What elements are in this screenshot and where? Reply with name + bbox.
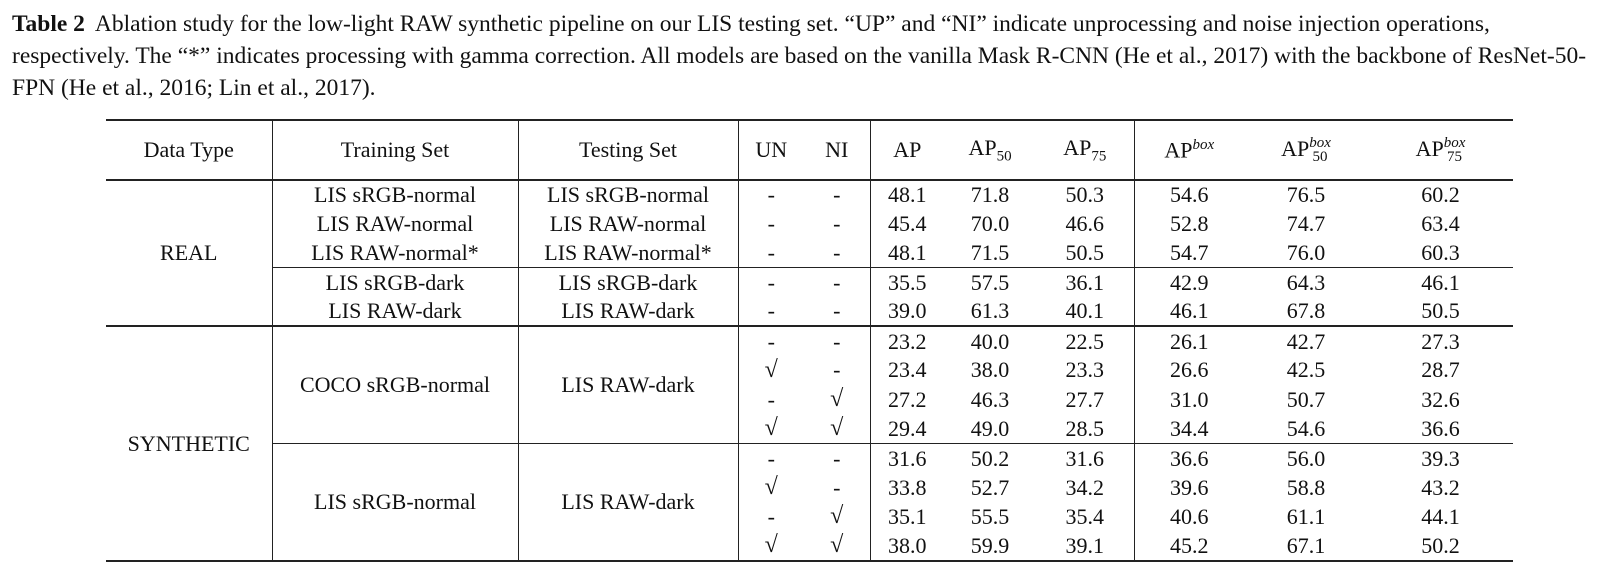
- apbox75-cell: 60.2: [1421, 182, 1460, 208]
- un-cell: [738, 356, 804, 385]
- ap-cell: 31.6: [870, 444, 944, 473]
- table-caption: [12, 8, 1604, 104]
- apbox50-cell: 54.6: [1286, 415, 1326, 441]
- ap75-cell: 27.7: [1036, 385, 1134, 414]
- table-header: [106, 120, 1513, 180]
- ap50-cell: 70.0: [970, 210, 1010, 236]
- apbox-cell: 54.7: [1170, 239, 1209, 265]
- un-cell: -: [767, 182, 775, 208]
- ap50-cell: 57.5: [944, 268, 1036, 297]
- apbox-cell: 54.6: [1170, 182, 1209, 208]
- apbox-cell: 26.1: [1170, 328, 1209, 354]
- apbox50-cell: 42.7: [1286, 328, 1326, 354]
- ap75-cell: 39.1: [1036, 532, 1134, 561]
- apbox50-cell: 64.3: [1244, 268, 1368, 297]
- apbox75-cell: 50.2: [1421, 532, 1460, 558]
- un-cell: -: [767, 210, 775, 236]
- header-ap75: $AP_{75}$: [1036, 120, 1134, 180]
- ap75-cell: 50.3: [1036, 180, 1134, 209]
- apbox75-cell: 28.7: [1421, 357, 1460, 383]
- table-row: [106, 444, 1513, 473]
- real-label: REAL: [106, 180, 272, 326]
- ap50-cell: 40.0: [970, 328, 1010, 354]
- un-cell: [738, 532, 804, 561]
- testing-set-cell: LIS RAW-dark: [518, 297, 738, 326]
- un-cell: -: [767, 386, 775, 412]
- header-testing-set: Testing Set: [518, 120, 738, 180]
- table-row: [106, 239, 1513, 268]
- ap75-cell: 22.5: [1036, 326, 1134, 355]
- table-label: Table 2: [12, 11, 85, 37]
- ni-cell: -: [804, 356, 870, 385]
- apbox-cell: 34.4: [1170, 415, 1209, 441]
- header-un: UN: [755, 137, 788, 162]
- header-ap: AP: [893, 137, 922, 162]
- ap50-cell: 46.3: [970, 386, 1010, 412]
- apbox-cell: 26.6: [1170, 357, 1209, 383]
- check-mark-icon: √: [830, 386, 844, 413]
- header-apbox75: AP box 75: [1415, 135, 1466, 166]
- synthetic-label: SYNTHETIC: [106, 326, 272, 560]
- apbox50-cell: 67.8: [1286, 298, 1326, 324]
- header-apbox: $AP^{box}$: [1164, 136, 1215, 163]
- ap-cell: 38.0: [888, 532, 927, 558]
- apbox50-cell: 58.8: [1286, 474, 1326, 500]
- testing-set-cell: LIS RAW-dark: [518, 326, 738, 443]
- check-mark-icon: √: [764, 474, 778, 501]
- ap50-cell: 55.5: [970, 503, 1010, 529]
- ap75-cell: 40.1: [1036, 297, 1134, 326]
- ni-cell: [804, 502, 870, 531]
- apbox75-cell: 63.4: [1421, 210, 1460, 236]
- table-row: [106, 209, 1513, 238]
- apbox75-cell: 60.3: [1421, 239, 1460, 265]
- ni-cell: -: [804, 180, 870, 209]
- apbox75-cell: 44.1: [1421, 503, 1460, 529]
- ap-cell: 35.5: [870, 268, 944, 297]
- ap50-cell: 50.2: [944, 444, 1036, 473]
- un-cell: -: [738, 268, 804, 297]
- ap75-cell: 35.4: [1036, 502, 1134, 531]
- ap-cell: 39.0: [888, 298, 927, 324]
- check-mark-icon: √: [764, 356, 778, 383]
- ni-cell: -: [804, 268, 870, 297]
- apbox50-cell: 76.0: [1286, 239, 1326, 265]
- un-cell: -: [767, 328, 775, 354]
- apbox75-cell: 32.6: [1421, 386, 1460, 412]
- apbox50-cell: 61.1: [1286, 503, 1326, 529]
- ni-cell: -: [804, 297, 870, 326]
- check-mark-icon: √: [764, 532, 778, 559]
- apbox-cell: 52.8: [1170, 210, 1209, 236]
- ap50-cell: 59.9: [970, 532, 1010, 558]
- apbox-cell: 31.0: [1170, 386, 1209, 412]
- ni-cell: [804, 385, 870, 414]
- testing-set-cell: LIS sRGB-normal: [518, 180, 738, 209]
- ni-cell: [804, 414, 870, 443]
- testing-set-cell: LIS sRGB-dark: [518, 268, 738, 297]
- training-set-cell: LIS RAW-dark: [272, 297, 518, 326]
- ap75-cell: 36.1: [1036, 268, 1134, 297]
- apbox-cell: 45.2: [1170, 532, 1209, 558]
- training-set-cell: LIS RAW-normal*: [272, 239, 518, 268]
- ni-cell: -: [804, 239, 870, 268]
- ni-cell: [804, 532, 870, 561]
- ni-cell: -: [804, 209, 870, 238]
- apbox75-cell: 27.3: [1421, 328, 1460, 354]
- synthetic-section: [106, 326, 1513, 560]
- ap-cell: 23.4: [888, 357, 927, 383]
- apbox-cell: 42.9: [1134, 268, 1244, 297]
- apbox50-cell: 74.7: [1286, 210, 1326, 236]
- ap75-cell: 50.5: [1036, 239, 1134, 268]
- ap-cell: 29.4: [888, 415, 927, 441]
- check-mark-icon: √: [830, 503, 844, 530]
- ap50-cell: 38.0: [970, 357, 1010, 383]
- table-row: [106, 297, 1513, 326]
- training-set-cell: LIS RAW-normal: [272, 209, 518, 238]
- un-cell: -: [738, 444, 804, 473]
- apbox50-cell: 50.7: [1286, 386, 1326, 412]
- ap50-cell: 71.8: [970, 182, 1010, 208]
- un-cell: [738, 473, 804, 502]
- apbox-cell: 40.6: [1170, 503, 1209, 529]
- testing-set-cell: LIS RAW-dark: [518, 444, 738, 561]
- un-cell: -: [767, 239, 775, 265]
- apbox50-cell: 76.5: [1286, 182, 1326, 208]
- ap50-cell: 71.5: [970, 239, 1010, 265]
- ap75-cell: 23.3: [1036, 356, 1134, 385]
- ap75-cell: 31.6: [1036, 444, 1134, 473]
- table-row: [106, 180, 1513, 209]
- un-cell: [738, 414, 804, 443]
- ap75-cell: 28.5: [1036, 414, 1134, 443]
- real-section: [106, 180, 1513, 326]
- training-set-cell: COCO sRGB-normal: [272, 326, 518, 443]
- ablation-table: [106, 119, 1513, 562]
- apbox-cell: 36.6: [1134, 444, 1244, 473]
- ap-cell: 27.2: [888, 386, 927, 412]
- apbox75-cell: 39.3: [1368, 444, 1513, 473]
- caption-text: Ablation study for the low-light RAW synthetic pipeline on our LIS testing set. “UP” and “NI” indicate unprocessing and noise injection operations, respectively. The “*” indicates processing with gamma correction. All models are based on the vanilla Mask R-CNN (He et al., 2017) with the backbone of ResNet-50-FPN (He et al., 2016; Lin et al., 2017).: [12, 11, 1587, 101]
- ap-cell: 35.1: [888, 503, 927, 529]
- check-mark-icon: √: [764, 415, 778, 442]
- apbox75-cell: 43.2: [1421, 474, 1460, 500]
- un-cell: -: [767, 298, 775, 324]
- ap75-cell: 34.2: [1036, 473, 1134, 502]
- table-row: [106, 326, 1513, 355]
- ni-cell: -: [804, 444, 870, 473]
- testing-set-cell: LIS RAW-normal: [518, 209, 738, 238]
- ap-cell: 45.4: [888, 210, 927, 236]
- training-set-cell: LIS sRGB-dark: [272, 268, 518, 297]
- ap-cell: 48.1: [888, 239, 927, 265]
- ap-cell: 33.8: [888, 474, 927, 500]
- header-ni: NI: [804, 120, 870, 180]
- apbox50-cell: 56.0: [1244, 444, 1368, 473]
- header-data-type: Data Type: [106, 120, 272, 180]
- ap50-cell: 49.0: [970, 415, 1010, 441]
- check-mark-icon: √: [830, 415, 844, 442]
- ap50-cell: 52.7: [970, 474, 1010, 500]
- testing-set-cell: LIS RAW-normal*: [518, 239, 738, 268]
- apbox75-cell: 46.1: [1368, 268, 1513, 297]
- table-row: [106, 268, 1513, 297]
- training-set-cell: LIS sRGB-normal: [272, 180, 518, 209]
- apbox50-cell: 42.5: [1286, 357, 1326, 383]
- header-apbox50: AP box 50: [1281, 135, 1331, 166]
- ap75-cell: 46.6: [1036, 209, 1134, 238]
- un-cell: -: [767, 503, 775, 529]
- header-ap50: $AP_{50}$: [968, 134, 1012, 165]
- ap-cell: 48.1: [888, 182, 927, 208]
- apbox50-cell: 67.1: [1286, 532, 1326, 558]
- ni-cell: -: [804, 326, 870, 355]
- check-mark-icon: √: [830, 532, 844, 559]
- apbox75-cell: 50.5: [1421, 298, 1460, 324]
- ap50-cell: 61.3: [970, 298, 1010, 324]
- apbox75-cell: 36.6: [1421, 415, 1460, 441]
- header-training-set: Training Set: [272, 120, 518, 180]
- apbox-cell: 46.1: [1170, 298, 1209, 324]
- apbox-cell: 39.6: [1170, 474, 1209, 500]
- training-set-cell: LIS sRGB-normal: [272, 444, 518, 561]
- ap-cell: 23.2: [888, 328, 927, 354]
- ni-cell: -: [804, 473, 870, 502]
